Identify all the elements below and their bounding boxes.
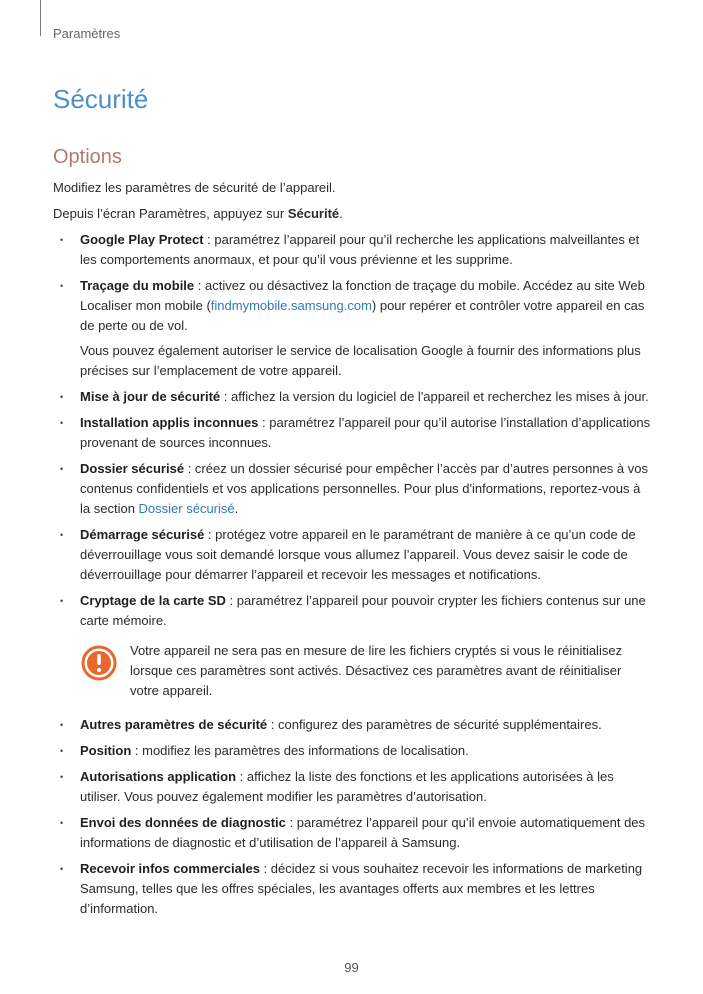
intro-paragraph: Modifiez les paramètres de sécurité de l’appareil. [53, 180, 336, 195]
item-term: Recevoir infos commerciales [80, 861, 260, 876]
list-item [53, 459, 653, 519]
item-text: : affichez la liste des fonctions et les applications autorisées à les utiliser. Vous pouvez également modifier les paramètres d’autorisation. [80, 769, 614, 804]
exclamation-warning-icon [81, 645, 117, 681]
item-text: : affichez la version du logiciel de l'appareil et recherchez les mises à jour. [220, 389, 649, 404]
list-item [53, 741, 653, 761]
list-item [53, 715, 653, 735]
intro-instruction [53, 204, 653, 224]
item-text: . [234, 501, 239, 516]
options-list-continued [53, 715, 653, 919]
item-term: Démarrage sécurisé [80, 527, 205, 542]
item-text: : paramétrez l’appareil pour pouvoir crypter les fichiers contenus sur une carte mémoire. [80, 593, 646, 628]
instruction-bold: Sécurité [287, 206, 340, 221]
item-text: ) pour repérer et contrôler votre appareil en cas de perte ou de vol. [80, 298, 645, 333]
list-item [53, 525, 653, 585]
list-item [53, 387, 653, 407]
header-rule [40, 0, 41, 36]
list-item [53, 413, 653, 453]
breadcrumb: Paramètres [53, 26, 121, 41]
item-term: Cryptage de la carte SD [80, 593, 226, 608]
list-item [53, 230, 653, 270]
list-item [53, 859, 653, 919]
warning-text: Votre appareil ne sera pas en mesure de lire les fichiers cryptés si vous le réinitialisez lorsque ces paramètres sont activés. Désactivez ces paramètres avant de réinitialiser votre appareil. [130, 643, 623, 698]
item-term: Dossier sécurisé [80, 461, 185, 476]
item-text: : paramétrez l’appareil pour qu’il recherche les applications malveillantes et les comportements anormaux, et pour qu’il vous prévienne et les supprime. [80, 232, 640, 267]
findmymobile-link[interactable]: findmymobile.samsung.com [210, 298, 372, 313]
item-term: Mise à jour de sécurité [80, 389, 221, 404]
item-term: Google Play Protect [80, 232, 204, 247]
content [53, 178, 653, 925]
instruction-end: . [339, 206, 343, 221]
options-list [53, 230, 653, 631]
item-term: Installation applis inconnues [80, 415, 259, 430]
section-title: Options [53, 146, 122, 168]
item-text: : configurez des paramètres de sécurité supplémentaires. [267, 717, 602, 732]
page-title: Sécurité [53, 84, 149, 114]
item-extra-text: Vous pouvez également autoriser le service de localisation Google à fournir des informations plus précises sur l’emplacement de votre appareil. [80, 343, 641, 378]
item-term: Autres paramètres de sécurité [80, 717, 268, 732]
page-number: 99 [344, 960, 359, 975]
instruction-text: Depuis l’écran Paramètres, appuyez sur [53, 206, 288, 221]
item-term: Envoi des données de diagnostic [80, 815, 286, 830]
item-text: : décidez si vous souhaitez recevoir les informations de marketing Samsung, telles que les offres spéciales, les avantages offerts aux membres et les lettres d’information. [80, 861, 643, 916]
item-text: : protégez votre appareil en le paramétrant de manière à ce qu’un code de déverrouillage vous soit demandé lorsque vous allumez l’appareil. Vous devez saisir le code de déverrouillage pour démarrer l’appareil et recevoir les messages et notifications. [80, 527, 636, 582]
list-item [53, 591, 653, 631]
item-term: Position [80, 743, 132, 758]
list-item [53, 813, 653, 853]
item-term: Traçage du mobile [80, 278, 195, 293]
item-text: : modifiez les paramètres des informations de localisation. [131, 743, 469, 758]
item-text: : paramétrez l’appareil pour qu’il envoie automatiquement des informations de diagnostic et d’utilisation de l’appareil à Samsung. [80, 815, 646, 850]
item-text: : activez ou désactivez la fonction de traçage du mobile. Accédez au site Web Localiser mon mobile ( [80, 278, 645, 313]
item-text: : créez un dossier sécurisé pour empêcher l’accès par d’autres personnes à vos contenus confidentiels et vos applications personnelles. Pour plus d'informations, reportez-vous à la section [80, 461, 648, 516]
item-term: Autorisations application [80, 769, 237, 784]
list-item [53, 276, 653, 381]
warning-note [53, 641, 653, 701]
list-item [53, 767, 653, 807]
item-text: : paramétrez l’appareil pour qu’il autorise l’installation d’applications provenant de sources inconnues. [80, 415, 651, 450]
secure-folder-link[interactable]: Dossier sécurisé [138, 501, 235, 516]
